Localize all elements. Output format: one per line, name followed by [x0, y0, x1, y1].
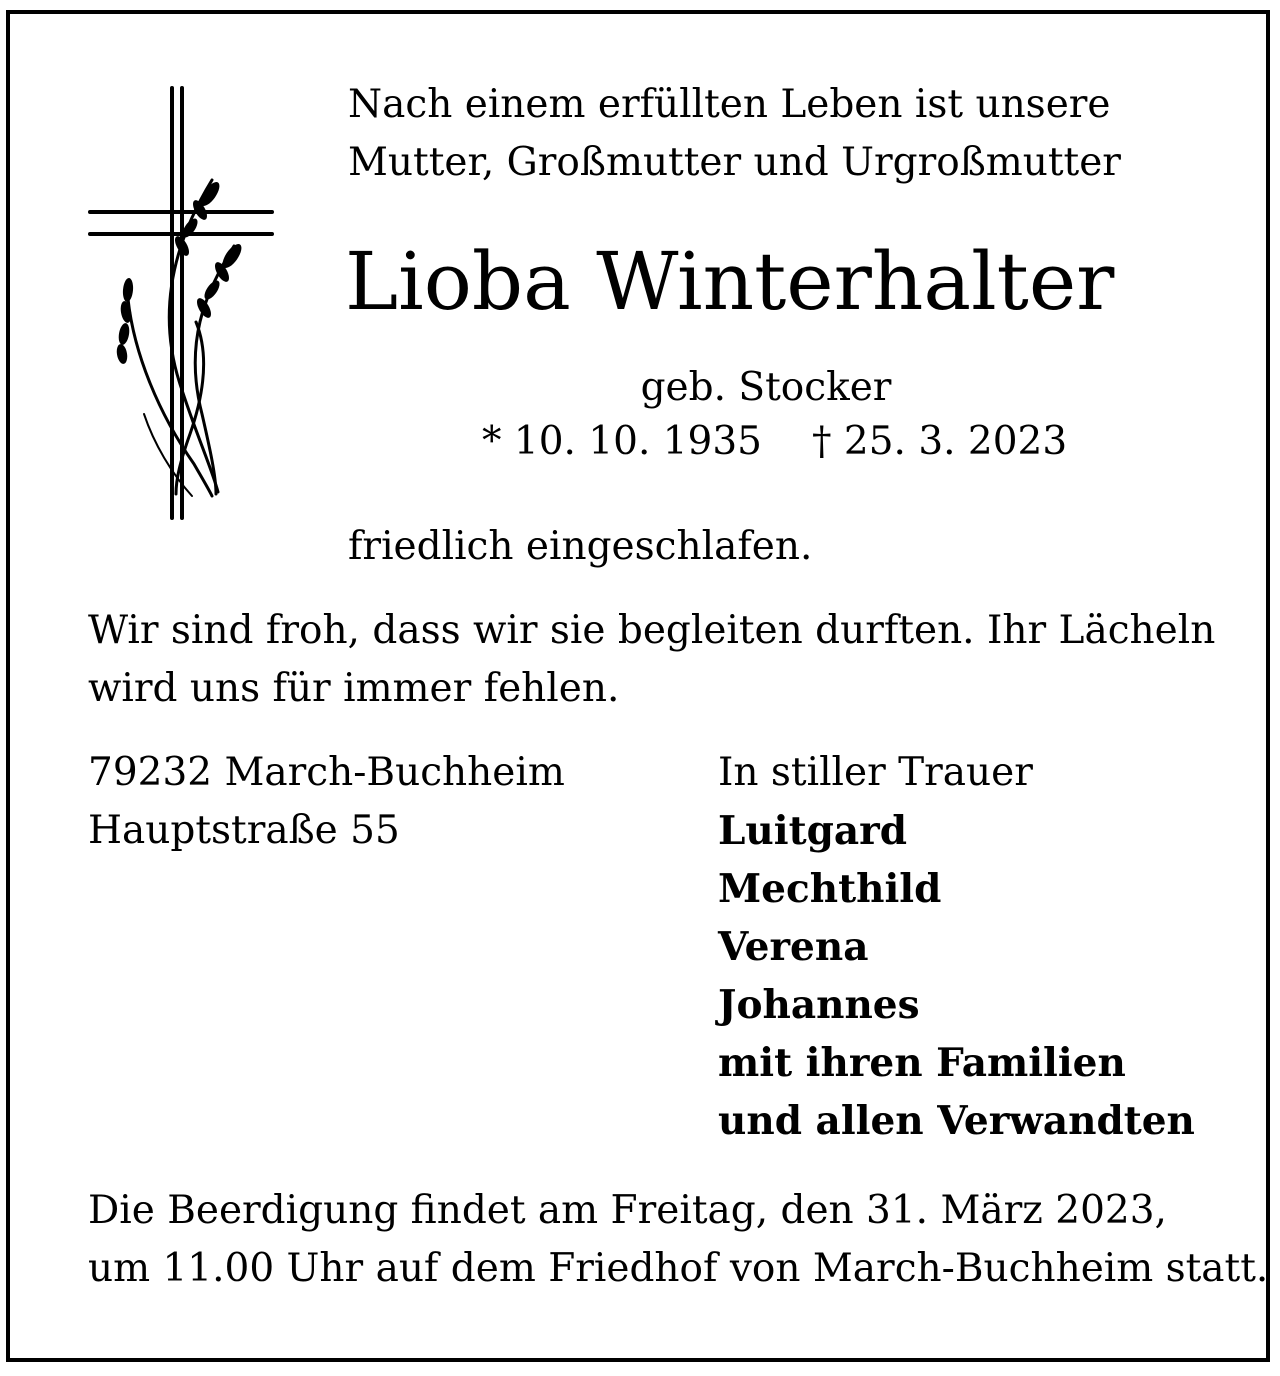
funeral-line-1: Die Beerdigung findet am Freitag, den 31. März 2023,: [88, 1188, 1167, 1233]
intro-text: [348, 76, 1121, 192]
birth-date: * 10. 10. 1935: [482, 419, 762, 464]
maiden-name: geb. Stocker: [640, 365, 892, 410]
quote-line-2: wird uns für immer fehlen.: [88, 666, 620, 711]
mourner-name: Verena: [718, 924, 869, 970]
mourners-block: [718, 744, 1195, 1150]
intro-line-2: Mutter, Großmutter und Urgroßmutter: [348, 140, 1121, 185]
address-line-1: 79232 March-Buchheim: [88, 750, 565, 795]
intro-line-1: Nach einem erfüllten Leben ist unsere: [348, 82, 1111, 127]
mourners-intro: In stiller Trauer: [718, 750, 1033, 795]
mourner-relatives: und allen Verwandten: [718, 1098, 1195, 1144]
mourner-name: Luitgard: [718, 808, 907, 854]
quote-line-1: Wir sind froh, dass wir sie begleiten durften. Ihr Lächeln: [88, 608, 1216, 653]
address-line-2: Hauptstraße 55: [88, 808, 400, 853]
funeral-line-2: um 11.00 Uhr auf dem Friedhof von March-Buchheim statt.: [88, 1246, 1269, 1291]
mourner-name: Johannes: [718, 982, 920, 1028]
death-date: † 25. 3. 2023: [812, 419, 1068, 464]
quote-text: [88, 602, 1215, 718]
mourner-name: Mechthild: [718, 866, 942, 912]
cross-with-wheat-icon: [84, 84, 284, 524]
address-block: [88, 744, 565, 860]
closing-text: friedlich eingeschlafen.: [348, 524, 813, 569]
life-dates: [482, 418, 1067, 466]
funeral-info: [88, 1182, 1268, 1298]
deceased-name: Lioba Winterhalter: [345, 235, 1115, 328]
mourner-families: mit ihren Familien: [718, 1040, 1126, 1086]
